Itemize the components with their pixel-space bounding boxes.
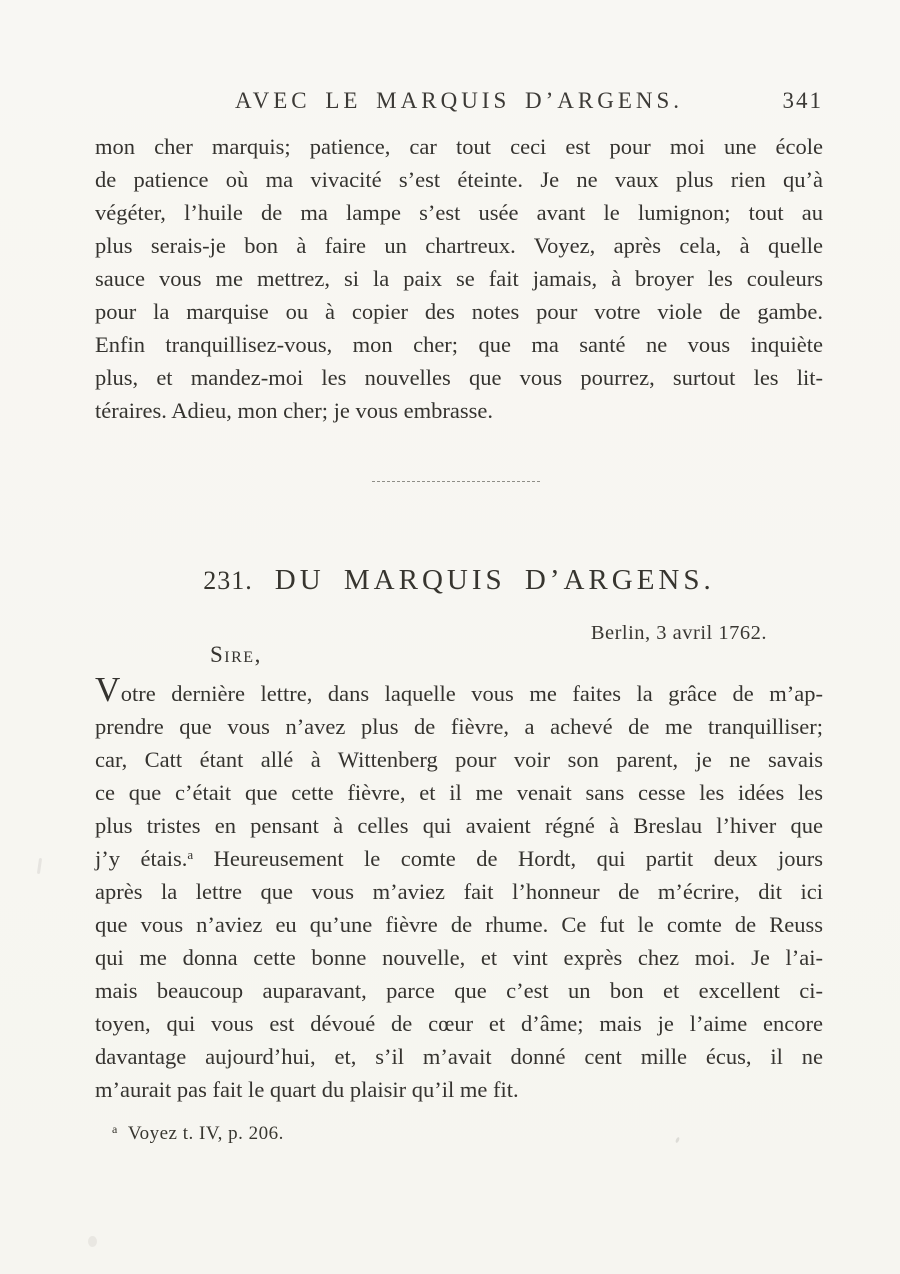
text-line: mais beaucoup auparavant, parce que c’est un bon et excellent ci- bbox=[95, 978, 823, 1003]
text-line: qui me donna cette bonne nouvelle, et vint exprès chez moi. Je l’ai- bbox=[95, 945, 823, 970]
text-line: m’aurait pas fait le quart du plaisir qu’il me fit. bbox=[95, 1077, 519, 1102]
running-header bbox=[95, 86, 823, 116]
text-line-fragment: j’y étais. bbox=[95, 846, 188, 871]
dateline: Berlin, 3 avril 1762. bbox=[590, 622, 767, 644]
text-line bbox=[95, 670, 823, 710]
text-line: végéter, l’huile de ma lampe s’est usée avant le lumignon; tout au bbox=[95, 200, 823, 225]
text-line: après la lettre que vous m’aviez fait l’honneur de m’écrire, dit ici bbox=[95, 879, 823, 904]
scan-artifact bbox=[37, 858, 42, 874]
section-divider bbox=[372, 481, 540, 482]
text-line: davantage aujourd’hui, et, s’il m’avait donné cent mille écus, il ne bbox=[95, 1044, 823, 1069]
drop-cap-initial: V bbox=[95, 670, 121, 709]
letter-heading bbox=[95, 564, 823, 597]
closing-paragraph bbox=[95, 130, 823, 427]
letter-body bbox=[95, 670, 823, 1106]
text-line: de patience où ma vivacité s’est éteinte. Je ne vaux plus rien qu’à bbox=[95, 167, 823, 192]
text-line: plus serais-je bon à faire un chartreux. Voyez, après cela, à quelle bbox=[95, 233, 823, 258]
text-line-fragment: Heureusement le comte de Hordt, qui partit deux jours bbox=[213, 846, 823, 871]
text-line: plus tristes en pensant à celles qui avaient régné à Breslau l’hiver que bbox=[95, 813, 823, 838]
text-line: ce que c’était que cette fièvre, et il me venait sans cesse les idées les bbox=[95, 780, 823, 805]
salutation: Sire, bbox=[210, 642, 262, 667]
text-line: pour la marquise ou à copier des notes pour votre viole de gambe. bbox=[95, 299, 823, 324]
letter-number: 231. bbox=[203, 566, 253, 595]
footnote bbox=[112, 1117, 284, 1146]
footnote-text: Voyez t. IV, p. 206. bbox=[127, 1123, 284, 1144]
text-line: plus, et mandez-moi les nouvelles que vous pourrez, surtout les lit- bbox=[95, 365, 823, 390]
text-line: car, Catt étant allé à Wittenberg pour voir son parent, je ne savais bbox=[95, 747, 823, 772]
letter-title: DU MARQUIS D’ARGENS. bbox=[274, 564, 715, 596]
text-line: mon cher marquis; patience, car tout ceci est pour moi une école bbox=[95, 134, 823, 159]
scan-artifact bbox=[675, 1137, 680, 1144]
text-line: que vous n’aviez eu qu’une fièvre de rhume. Ce fut le comte de Reuss bbox=[95, 912, 823, 937]
text-line: sauce vous me mettrez, si la paix se fait jamais, à broyer les couleurs bbox=[95, 266, 823, 291]
text-line bbox=[95, 842, 823, 875]
text-line: Enfin tranquillisez-vous, mon cher; que ma santé ne vous inquiète bbox=[95, 332, 823, 357]
text-line: toyen, qui vous est dévoué de cœur et d’âme; mais je l’aime encore bbox=[95, 1011, 823, 1036]
footnote-marker: a bbox=[112, 1122, 118, 1136]
text-line: téraires. Adieu, mon cher; je vous embrasse. bbox=[95, 398, 494, 423]
scan-artifact bbox=[88, 1236, 97, 1247]
text-line-fragment: otre dernière lettre, dans laquelle vous me faites la grâce de m’ap- bbox=[120, 681, 823, 706]
footnote-reference: a bbox=[187, 847, 194, 862]
page-number: 341 bbox=[782, 88, 823, 113]
running-header-title: AVEC LE MARQUIS D’ARGENS. bbox=[234, 88, 684, 113]
text-line: prendre que vous n’avez plus de fièvre, a achevé de me tranquilliser; bbox=[95, 714, 823, 739]
